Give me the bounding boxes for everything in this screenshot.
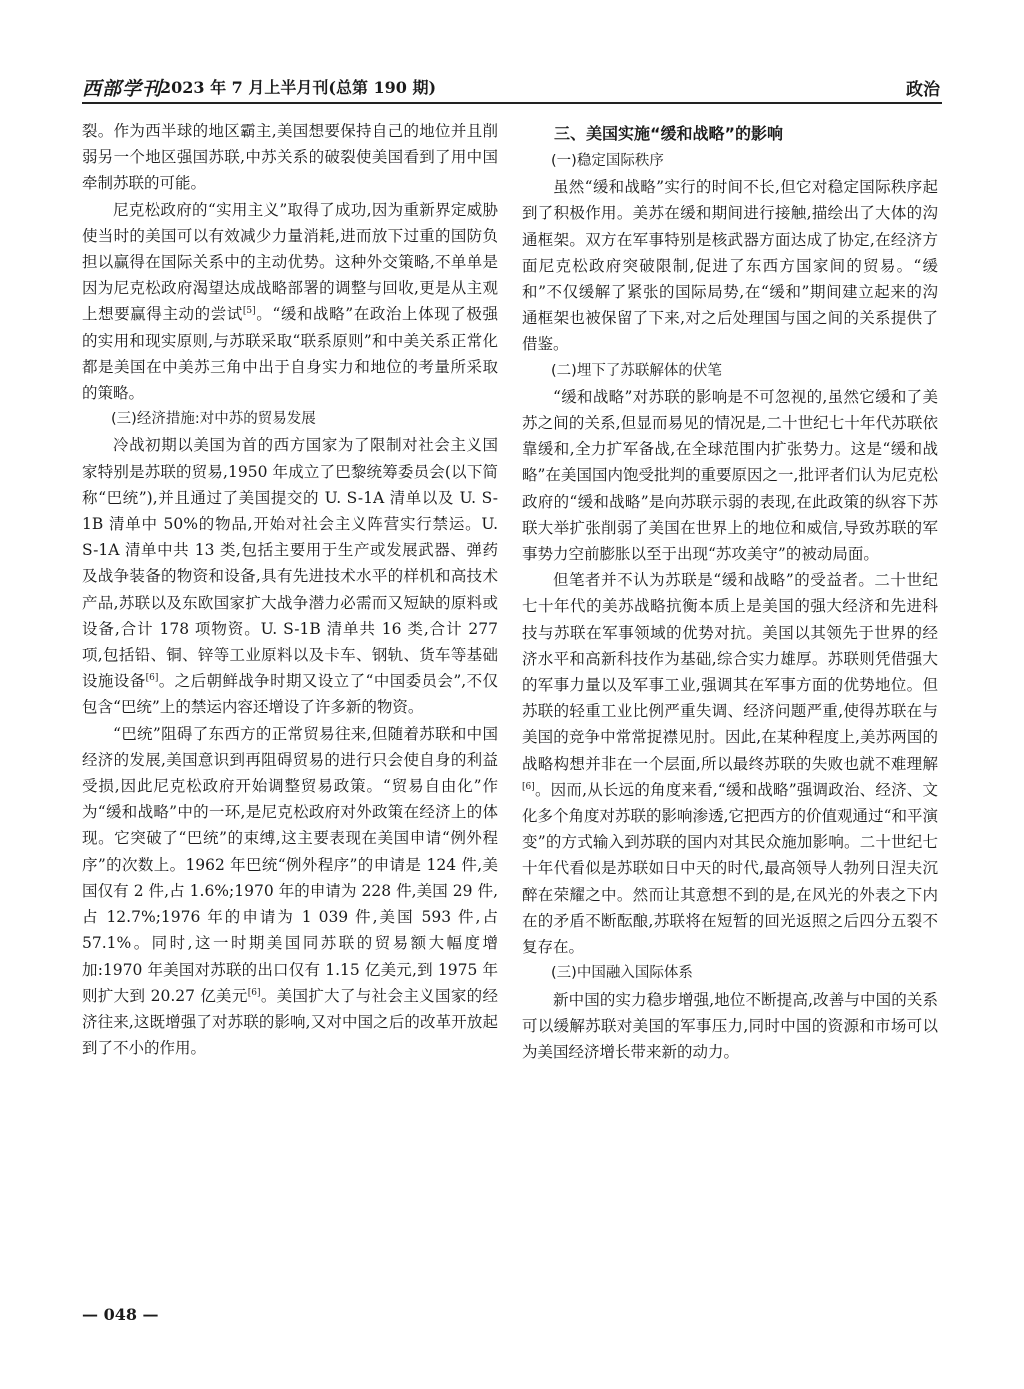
paragraph-text: 。因而,从长远的角度来看,“缓和战略”强调政治、经济、文化多个角度对苏联的影响渗透,它把西方的价值观通过“和平演变”的方式输入到苏联的国内对其民众施加影响。二十世纪七十年代看似是苏联如日中天的时代,最高领导人勃列日涅夫沉醉在荣耀之中。然而让其意想不到的是,在风光的外表之下内在的矛盾不断酝酿,苏联将在短暂的回光返照之后四分五裂不复存在。 xyxy=(522,780,938,957)
subsection-heading: (一)稳定国际秩序 xyxy=(551,153,664,169)
paragraph xyxy=(82,118,498,197)
section-heading: 三、美国实施“缓和战略”的影响 xyxy=(554,124,784,143)
paragraph-text: 冷战初期以美国为首的西方国家为了限制对社会主义国家特别是苏联的贸易,1950 年成立了巴黎统筹委员会(以下简称“巴统”),并且通过了美国提交的 U. S-1A 清单以及 U. S-1B 清单中 50%的物品,开始对社会主义阵营实行禁运。U. S-1A 清单中共 13 类,包括主要用于生产或发展武器、弹药及战争装备的物资和设备,具有先进技术水平的样机和高技术产品,苏联以及东欧国家扩大战争潜力必需而又短缺的原料或设备,合计 178 项物资。U. S-1B 清单共 16 类,合计 277 项,包括铅、铜、锌等工业原料以及卡车、钢轨、货车等基础设施设备 xyxy=(82,436,498,691)
paragraph xyxy=(522,987,938,1066)
paragraph-text: 。“缓和战略”在政治上体现了极强的实用和现实原则,与苏联采取“联系原则”和中美关系正常化都是美国在中美苏三角中出于自身实力和地位的考量所采取的策略。 xyxy=(82,305,498,403)
subsection-heading: (三)中国融入国际体系 xyxy=(551,965,693,982)
paragraph-text: 。美国扩大了与社会主义国家的经济往来,这既增强了对苏联的影响,又对中国之后的改革开放起到了不小的作用。 xyxy=(82,986,498,1058)
paragraph xyxy=(82,432,498,720)
header-rule xyxy=(82,102,942,104)
paragraph-text: 但笔者并不认为苏联是“缓和战略”的受益者。二十世纪七十年代的美苏战略抗衡本质上是美国的强大经济和先进科技与苏联在军事领域的优势对抗。美国以其领先于世界的经济水平和高新科技作为基础,综合实力雄厚。苏联则凭借强大的军事力量以及军事工业,强调其在军事方面的优势地位。但苏联的轻重工业比例严重失调、经济问题严重,使得苏联在与美国的竞争中常常捉襟见肘。因此,在某种程度上,美苏两国的战略构想并非在一个层面,所以最终苏联的失败也就不难理解 xyxy=(522,571,938,773)
left-column xyxy=(82,118,498,1061)
paragraph xyxy=(82,721,498,1062)
subsection-heading: (二)埋下了苏联解体的伏笔 xyxy=(551,362,722,379)
page-number: — 048 — xyxy=(82,1305,159,1324)
running-header xyxy=(82,70,942,104)
citation: [6] xyxy=(522,781,535,792)
journal-name: 西部学刊 xyxy=(82,78,163,100)
citation: [6] xyxy=(145,673,159,684)
paragraph-text: “巴统”阻碍了东西方的正常贸易往来,但随着苏联和中国经济的发展,美国意识到再阻碍贸易的进行只会使自身的利益受损,因此尼克松政府开始调整贸易政策。“贸易自由化”作为“缓和战略”中的一环,是尼克松政府对外政策在经济上的体现。它突破了“巴统”的束缚,这主要表现在美国申请“例外程序”的次数上。1962 年巴统“例外程序”的申请是 124 件,美国仅有 2 件,占 1.6%;1970 年的申请为 228 件,美国 29 件,占 12.7%;1976 年的申请为 1 039 件,美国 593 件,占 57.1%。同时,这一时期美国同苏联的贸易额大幅度增加:1970 年美国对苏联的出口仅有 1.15 亿美元,到 1975 年则扩大到 20.27 亿美元 xyxy=(82,724,498,1005)
paragraph xyxy=(522,567,938,960)
citation: [5] xyxy=(242,306,256,317)
paragraph-text: 虽然“缓和战略”实行的时间不长,但它对稳定国际秩序起到了积极作用。美苏在缓和期间进行接触,描绘出了大体的沟通框架。双方在军事特别是核武器方面达成了协定,在经济方面尼克松政府突破限制,促进了东西方国家间的贸易。“缓和”不仅缓解了紧张的国际局势,在“缓和”期间建立起来的沟通框架也被保留了下来,对之后处理国与国之间的关系提供了借鉴。 xyxy=(522,178,938,354)
paragraph-text: 裂。作为西半球的地区霸主,美国想要保持自己的地位并且削弱另一个地区强国苏联,中苏关系的破裂使美国看到了用中国牵制苏联的可能。 xyxy=(82,122,498,193)
paragraph xyxy=(522,384,938,567)
paragraph xyxy=(82,197,498,407)
paragraph-text: “缓和战略”对苏联的影响是不可忽视的,虽然它缓和了美苏之间的关系,但显而易见的情况是,二十世纪七十年代苏联依靠缓和,全力扩军备战,在全球范围内扩张势力。这是“缓和战略”在美国国内饱受批判的重要原因之一,批评者们认为尼克松政府的“缓和战略”是向苏联示弱的表现,在此政策的纵容下苏联大举扩张削弱了美国在世界上的地位和威信,导致苏联的军事势力空前膨胀以至于出现“苏攻美守”的被动局面。 xyxy=(522,387,938,564)
issue-info: 2023 年 7 月上半月刊(总第 190 期) xyxy=(160,78,437,97)
subsection-heading: (三)经济措施:对中苏的贸易发展 xyxy=(111,411,316,428)
citation: [6] xyxy=(247,987,261,998)
paragraph-text: 新中国的实力稳步增强,地位不断提高,改善与中国的关系可以缓解苏联对美国的军事压力,同时中国的资源和市场可以为美国经济增长带来新的动力。 xyxy=(522,990,938,1061)
paragraph-text: 尼克松政府的“实用主义”取得了成功,因为重新界定威胁使当时的美国可以有效减少力量消耗,进而放下过重的国防负担以赢得在国际关系中的主动优势。这种外交策略,不单单是因为尼克松政府渴望达成战略部署的调整与回收,更是从主观上想要赢得主动的尝试 xyxy=(82,200,498,324)
paragraph xyxy=(522,174,938,357)
paragraph-text: 。之后朝鲜战争时期又设立了“中国委员会”,不仅包含“巴统”上的禁运内容还增设了许多新的物资。 xyxy=(82,672,498,717)
right-column xyxy=(522,118,938,1065)
section-label: 政治 xyxy=(906,80,940,100)
